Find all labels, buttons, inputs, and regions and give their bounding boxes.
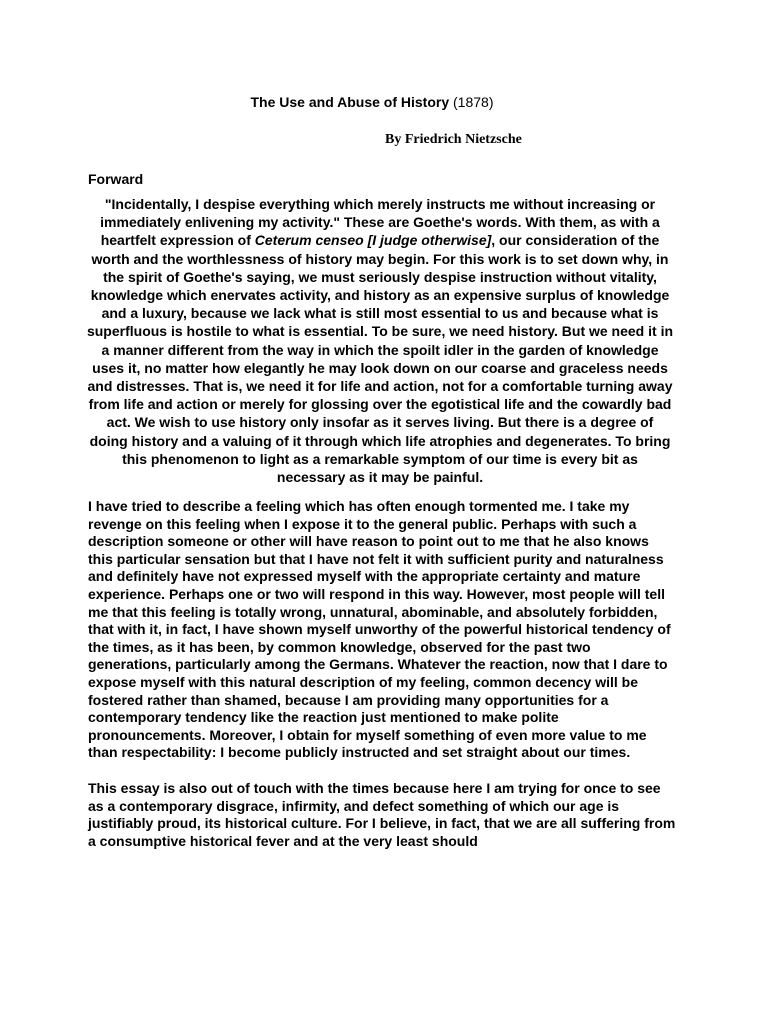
opening-quote xyxy=(86,195,674,486)
body-paragraph-2: This essay is also out of touch with the times because here I am trying for once to see as a contemporary disgrace, infirmity, and defect something of which our age is justifiably proud, its historical culture. For I believe, in fact, that we are all suffering from a consumptive historical fever and at the very least should xyxy=(88,780,676,849)
title-main: The Use and Abuse of History xyxy=(250,94,450,110)
quote-part-2: , our consideration of the worth and the worthlessness of history may begin. For this work is to set down why, in the spirit of Goethe's saying, we must seriously despise instruction without vitality, knowledge which enervates activity, and history as an expensive surplus of knowledge and a luxury, because we lack what is still most essential to us and because what is superfluous is hostile to what is essential. To be sure, we need history. But we need it in a manner different from the way in which the spoilt idler in the garden of knowledge uses it, no matter how elegantly he may look down on our coarse and graceless needs and distresses. That is, we need it for life and action, not for a comfortable turning away from life and action or merely for glossing over the egotistical life and the cowardly bad act. We wish to use history only insofar as it serves living. But there is a degree of doing history and a valuing of it through which life atrophies and degenerates. To bring this phenomenon to light as a remarkable symptom of our time is every bit as necessary as it may be painful. xyxy=(86,232,674,486)
body-paragraph-1: I have tried to describe a feeling which has often enough tormented me. I take my revenge on this feeling when I expose it to the general public. Perhaps with such a description someone or other will have reason to point out to me that he also knows this particular sensation but that I have not felt it with sufficient purity and naturalness and definitely have not expressed myself with the appropriate certainty and mature experience. Perhaps one or two will respond in this way. However, most people will tell me that this feeling is totally wrong, unnatural, abominable, and absolutely forbidden, that with it, in fact, I have shown myself unworthy of the powerful historical tendency of the times, as it has been, by common knowledge, observed for the past two generations, particularly among the Germans. Whatever the reaction, now that I dare to expose myself with this natural description of my feeling, common decency will be fostered rather than shamed, because I am providing many opportunities for a contemporary tendency like the reaction just mentioned to make polite pronouncements. Moreover, I obtain for myself something of even more value to me than respectability: I become publicly instructed and set straight about our times. xyxy=(88,498,671,761)
title-year: (1878) xyxy=(453,94,494,110)
document-title xyxy=(0,94,744,110)
quote-italic-phrase: Ceterum censeo [I judge otherwise] xyxy=(254,232,492,249)
section-heading: Forward xyxy=(88,171,144,187)
author-line: By Friedrich Nietzsche xyxy=(385,132,522,147)
quote-part-1: "Incidentally, I despise everything which merely instructs me without increasing or immediately enlivening my activity." These are Goethe's words. With them, as with a heartfelt expression of xyxy=(100,196,660,249)
